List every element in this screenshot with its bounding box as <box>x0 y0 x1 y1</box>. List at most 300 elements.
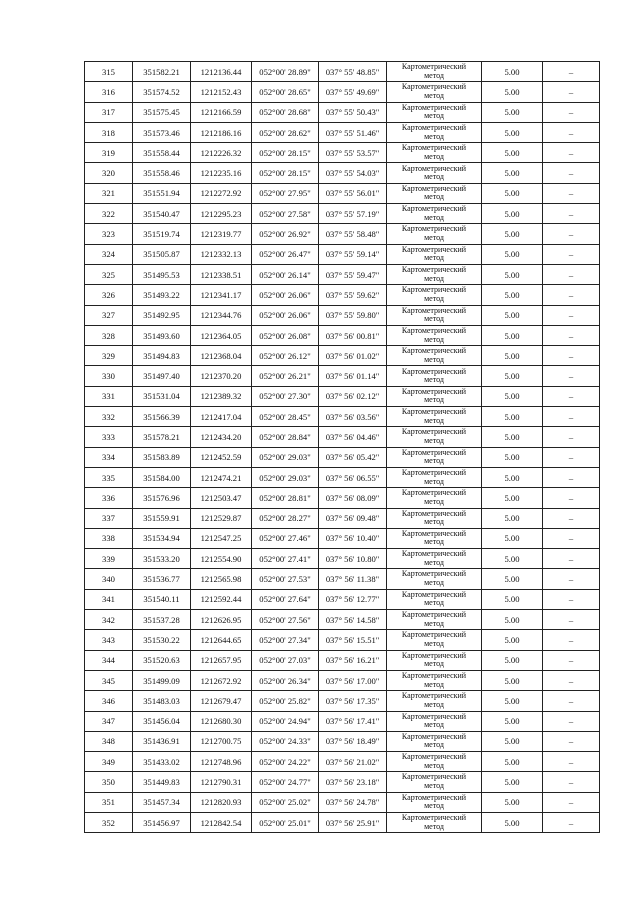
y-coordinate-cell: 1212842.54 <box>191 812 252 832</box>
longitude-cell: 037° 56' 10.40" <box>319 528 387 548</box>
latitude-cell: 052°00' 28.81" <box>252 488 319 508</box>
method-cell <box>387 447 482 467</box>
point-number-cell: 345 <box>85 670 133 690</box>
method-cell <box>387 670 482 690</box>
note-cell: – <box>543 143 600 163</box>
method-text-line: метод <box>424 314 444 324</box>
latitude-cell: 052°00' 24.22" <box>252 752 319 772</box>
y-coordinate-cell: 1212592.44 <box>191 589 252 609</box>
longitude-cell: 037° 56' 10.80" <box>319 549 387 569</box>
table-row <box>85 143 600 163</box>
longitude-cell: 037° 55' 59.62" <box>319 285 387 305</box>
note-cell: – <box>543 630 600 650</box>
x-coordinate-cell: 351540.47 <box>133 204 191 224</box>
table-row <box>85 569 600 589</box>
accuracy-cell: 5.00 <box>482 285 543 305</box>
y-coordinate-cell: 1212368.04 <box>191 346 252 366</box>
y-coordinate-cell: 1212565.98 <box>191 569 252 589</box>
point-number-cell: 340 <box>85 569 133 589</box>
y-coordinate-cell: 1212338.51 <box>191 264 252 284</box>
accuracy-cell: 5.00 <box>482 650 543 670</box>
method-cell <box>387 82 482 102</box>
y-coordinate-cell: 1212529.87 <box>191 508 252 528</box>
latitude-cell: 052°00' 24.94" <box>252 711 319 731</box>
point-number-cell: 322 <box>85 204 133 224</box>
accuracy-cell: 5.00 <box>482 305 543 325</box>
accuracy-cell: 5.00 <box>482 691 543 711</box>
latitude-cell: 052°00' 27.03" <box>252 650 319 670</box>
y-coordinate-cell: 1212319.77 <box>191 224 252 244</box>
method-text-line: метод <box>424 293 444 303</box>
accuracy-cell: 5.00 <box>482 610 543 630</box>
note-cell: – <box>543 407 600 427</box>
longitude-cell: 037° 56' 09.48" <box>319 508 387 528</box>
note-cell: – <box>543 82 600 102</box>
note-cell: – <box>543 427 600 447</box>
y-coordinate-cell: 1212820.93 <box>191 792 252 812</box>
x-coordinate-cell: 351433.02 <box>133 752 191 772</box>
note-cell: – <box>543 792 600 812</box>
latitude-cell: 052°00' 28.27" <box>252 508 319 528</box>
method-text-line: метод <box>424 212 444 222</box>
longitude-cell: 037° 56' 21.02" <box>319 752 387 772</box>
note-cell: – <box>543 285 600 305</box>
longitude-cell: 037° 55' 49.69" <box>319 82 387 102</box>
latitude-cell: 052°00' 26.92" <box>252 224 319 244</box>
table-row <box>85 224 600 244</box>
table-row <box>85 711 600 731</box>
note-cell: – <box>543 183 600 203</box>
longitude-cell: 037° 55' 51.46" <box>319 122 387 142</box>
latitude-cell: 052°00' 27.64" <box>252 589 319 609</box>
y-coordinate-cell: 1212474.21 <box>191 467 252 487</box>
accuracy-cell: 5.00 <box>482 82 543 102</box>
accuracy-cell: 5.00 <box>482 528 543 548</box>
method-cell <box>387 285 482 305</box>
method-text-line: Картометрический <box>401 549 467 559</box>
point-number-cell: 331 <box>85 386 133 406</box>
x-coordinate-cell: 351493.22 <box>133 285 191 305</box>
accuracy-cell: 5.00 <box>482 670 543 690</box>
point-number-cell: 341 <box>85 589 133 609</box>
note-cell: – <box>543 204 600 224</box>
accuracy-cell: 5.00 <box>482 508 543 528</box>
accuracy-cell: 5.00 <box>482 467 543 487</box>
longitude-cell: 037° 56' 03.56" <box>319 407 387 427</box>
method-text-line: метод <box>424 801 444 811</box>
method-cell <box>387 488 482 508</box>
method-text-line: метод <box>424 821 444 831</box>
point-number-cell: 336 <box>85 488 133 508</box>
note-cell: – <box>543 711 600 731</box>
note-cell: – <box>543 224 600 244</box>
accuracy-cell: 5.00 <box>482 407 543 427</box>
accuracy-cell: 5.00 <box>482 386 543 406</box>
table-row <box>85 427 600 447</box>
point-number-cell: 318 <box>85 122 133 142</box>
y-coordinate-cell: 1212554.90 <box>191 549 252 569</box>
y-coordinate-cell: 1212547.25 <box>191 528 252 548</box>
method-text-line: метод <box>424 537 444 547</box>
table-row <box>85 630 600 650</box>
point-number-cell: 338 <box>85 528 133 548</box>
table-row <box>85 752 600 772</box>
y-coordinate-cell: 1212332.13 <box>191 244 252 264</box>
y-coordinate-cell: 1212790.31 <box>191 772 252 792</box>
note-cell: – <box>543 589 600 609</box>
accuracy-cell: 5.00 <box>482 163 543 183</box>
method-cell <box>387 691 482 711</box>
point-number-cell: 327 <box>85 305 133 325</box>
note-cell: – <box>543 325 600 345</box>
table-row <box>85 772 600 792</box>
latitude-cell: 052°00' 25.02" <box>252 792 319 812</box>
note-cell: – <box>543 528 600 548</box>
method-text-line: Картометрический <box>401 122 467 132</box>
table-row <box>85 102 600 122</box>
longitude-cell: 037° 55' 59.47" <box>319 264 387 284</box>
point-number-cell: 337 <box>85 508 133 528</box>
method-text-line: метод <box>424 172 444 182</box>
x-coordinate-cell: 351575.45 <box>133 102 191 122</box>
accuracy-cell: 5.00 <box>482 183 543 203</box>
table-row <box>85 264 600 284</box>
method-cell <box>387 366 482 386</box>
x-coordinate-cell: 351558.46 <box>133 163 191 183</box>
latitude-cell: 052°00' 28.84" <box>252 427 319 447</box>
method-text-line: метод <box>424 456 444 466</box>
x-coordinate-cell: 351566.39 <box>133 407 191 427</box>
y-coordinate-cell: 1212166.59 <box>191 102 252 122</box>
table-row <box>85 407 600 427</box>
latitude-cell: 052°00' 24.33" <box>252 731 319 751</box>
note-cell: – <box>543 447 600 467</box>
point-number-cell: 330 <box>85 366 133 386</box>
method-text-line: Картометрический <box>401 143 467 153</box>
method-text-line: Картометрический <box>401 772 467 782</box>
method-text-line: метод <box>424 395 444 405</box>
method-text-line: Картометрический <box>401 691 467 701</box>
method-text-line: Картометрический <box>401 792 467 802</box>
x-coordinate-cell: 351505.87 <box>133 244 191 264</box>
y-coordinate-cell: 1212152.43 <box>191 82 252 102</box>
y-coordinate-cell: 1212748.96 <box>191 752 252 772</box>
latitude-cell: 052°00' 27.46" <box>252 528 319 548</box>
table-row <box>85 650 600 670</box>
method-text-line: Картометрический <box>401 589 467 599</box>
method-text-line: метод <box>424 354 444 364</box>
method-cell <box>387 122 482 142</box>
point-number-cell: 315 <box>85 62 133 82</box>
y-coordinate-cell: 1212186.16 <box>191 122 252 142</box>
point-number-cell: 351 <box>85 792 133 812</box>
y-coordinate-cell: 1212295.23 <box>191 204 252 224</box>
method-cell <box>387 62 482 82</box>
latitude-cell: 052°00' 26.06" <box>252 285 319 305</box>
method-text-line: Картометрический <box>401 650 467 660</box>
method-cell <box>387 224 482 244</box>
y-coordinate-cell: 1212370.20 <box>191 366 252 386</box>
note-cell: – <box>543 467 600 487</box>
x-coordinate-cell: 351574.52 <box>133 82 191 102</box>
longitude-cell: 037° 56' 00.81" <box>319 325 387 345</box>
x-coordinate-cell: 351497.40 <box>133 366 191 386</box>
longitude-cell: 037° 55' 57.19" <box>319 204 387 224</box>
method-cell <box>387 346 482 366</box>
x-coordinate-cell: 351457.34 <box>133 792 191 812</box>
point-number-cell: 321 <box>85 183 133 203</box>
point-number-cell: 352 <box>85 812 133 832</box>
longitude-cell: 037° 55' 58.48" <box>319 224 387 244</box>
table-row <box>85 325 600 345</box>
longitude-cell: 037° 56' 12.77" <box>319 589 387 609</box>
method-text-line: метод <box>424 253 444 263</box>
x-coordinate-cell: 351495.53 <box>133 264 191 284</box>
note-cell: – <box>543 569 600 589</box>
method-cell <box>387 752 482 772</box>
y-coordinate-cell: 1212434.20 <box>191 427 252 447</box>
accuracy-cell: 5.00 <box>482 325 543 345</box>
longitude-cell: 037° 55' 48.85" <box>319 62 387 82</box>
method-text-line: метод <box>424 496 444 506</box>
point-number-cell: 324 <box>85 244 133 264</box>
y-coordinate-cell: 1212657.95 <box>191 650 252 670</box>
method-text-line: метод <box>424 192 444 202</box>
note-cell: – <box>543 549 600 569</box>
method-text-line: метод <box>424 476 444 486</box>
x-coordinate-cell: 351540.11 <box>133 589 191 609</box>
note-cell: – <box>543 650 600 670</box>
latitude-cell: 052°00' 26.34" <box>252 670 319 690</box>
y-coordinate-cell: 1212644.65 <box>191 630 252 650</box>
table-row <box>85 82 600 102</box>
point-number-cell: 316 <box>85 82 133 102</box>
method-cell <box>387 325 482 345</box>
latitude-cell: 052°00' 26.08" <box>252 325 319 345</box>
method-text-line: Картометрический <box>401 488 467 498</box>
accuracy-cell: 5.00 <box>482 366 543 386</box>
accuracy-cell: 5.00 <box>482 244 543 264</box>
method-text-line: Картометрический <box>401 163 467 173</box>
method-cell <box>387 792 482 812</box>
method-text-line: метод <box>424 638 444 648</box>
method-text-line: Картометрический <box>401 528 467 538</box>
x-coordinate-cell: 351456.97 <box>133 812 191 832</box>
method-cell <box>387 143 482 163</box>
x-coordinate-cell: 351534.94 <box>133 528 191 548</box>
y-coordinate-cell: 1212503.47 <box>191 488 252 508</box>
y-coordinate-cell: 1212364.05 <box>191 325 252 345</box>
x-coordinate-cell: 351582.21 <box>133 62 191 82</box>
latitude-cell: 052°00' 28.45" <box>252 407 319 427</box>
method-cell <box>387 650 482 670</box>
latitude-cell: 052°00' 26.14" <box>252 264 319 284</box>
longitude-cell: 037° 56' 17.41" <box>319 711 387 731</box>
longitude-cell: 037° 56' 17.35" <box>319 691 387 711</box>
table-row <box>85 163 600 183</box>
accuracy-cell: 5.00 <box>482 772 543 792</box>
method-text-line: Картометрический <box>401 346 467 356</box>
method-cell <box>387 305 482 325</box>
latitude-cell: 052°00' 26.21" <box>252 366 319 386</box>
point-number-cell: 328 <box>85 325 133 345</box>
latitude-cell: 052°00' 25.01" <box>252 812 319 832</box>
longitude-cell: 037° 56' 23.18" <box>319 772 387 792</box>
longitude-cell: 037° 56' 14.58" <box>319 610 387 630</box>
x-coordinate-cell: 351583.89 <box>133 447 191 467</box>
note-cell: – <box>543 102 600 122</box>
accuracy-cell: 5.00 <box>482 427 543 447</box>
method-text-line: Картометрический <box>401 265 467 275</box>
point-number-cell: 320 <box>85 163 133 183</box>
y-coordinate-cell: 1212626.95 <box>191 610 252 630</box>
method-text-line: метод <box>424 334 444 344</box>
accuracy-cell: 5.00 <box>482 102 543 122</box>
x-coordinate-cell: 351530.22 <box>133 630 191 650</box>
x-coordinate-cell: 351558.44 <box>133 143 191 163</box>
latitude-cell: 052°00' 27.41" <box>252 549 319 569</box>
accuracy-cell: 5.00 <box>482 812 543 832</box>
y-coordinate-cell: 1212344.76 <box>191 305 252 325</box>
point-number-cell: 349 <box>85 752 133 772</box>
latitude-cell: 052°00' 27.58" <box>252 204 319 224</box>
y-coordinate-cell: 1212389.32 <box>191 386 252 406</box>
method-text-line: Картометрический <box>401 670 467 680</box>
point-number-cell: 343 <box>85 630 133 650</box>
latitude-cell: 052°00' 28.15" <box>252 163 319 183</box>
accuracy-cell: 5.00 <box>482 752 543 772</box>
method-text-line: Картометрический <box>401 569 467 579</box>
method-text-line: Картометрический <box>401 102 467 112</box>
longitude-cell: 037° 56' 17.00" <box>319 670 387 690</box>
method-cell <box>387 183 482 203</box>
point-number-cell: 329 <box>85 346 133 366</box>
accuracy-cell: 5.00 <box>482 264 543 284</box>
note-cell: – <box>543 772 600 792</box>
method-text-line: Картометрический <box>401 204 467 214</box>
method-cell <box>387 589 482 609</box>
longitude-cell: 037° 56' 01.14" <box>319 366 387 386</box>
latitude-cell: 052°00' 29.03" <box>252 447 319 467</box>
y-coordinate-cell: 1212680.30 <box>191 711 252 731</box>
table-row <box>85 244 600 264</box>
note-cell: – <box>543 346 600 366</box>
longitude-cell: 037° 56' 01.02" <box>319 346 387 366</box>
method-cell <box>387 467 482 487</box>
accuracy-cell: 5.00 <box>482 569 543 589</box>
accuracy-cell: 5.00 <box>482 549 543 569</box>
point-number-cell: 334 <box>85 447 133 467</box>
longitude-cell: 037° 56' 11.38" <box>319 569 387 589</box>
y-coordinate-cell: 1212700.75 <box>191 731 252 751</box>
accuracy-cell: 5.00 <box>482 488 543 508</box>
note-cell: – <box>543 508 600 528</box>
latitude-cell: 052°00' 26.06" <box>252 305 319 325</box>
method-text-line: Картометрический <box>401 285 467 295</box>
table-row <box>85 549 600 569</box>
accuracy-cell: 5.00 <box>482 143 543 163</box>
y-coordinate-cell: 1212272.92 <box>191 183 252 203</box>
longitude-cell: 037° 56' 05.42" <box>319 447 387 467</box>
longitude-cell: 037° 56' 08.09" <box>319 488 387 508</box>
method-text-line: метод <box>424 415 444 425</box>
note-cell: – <box>543 163 600 183</box>
latitude-cell: 052°00' 25.82" <box>252 691 319 711</box>
method-text-line: метод <box>424 618 444 628</box>
latitude-cell: 052°00' 26.12" <box>252 346 319 366</box>
table-row <box>85 731 600 751</box>
note-cell: – <box>543 122 600 142</box>
table-row <box>85 204 600 224</box>
table-row <box>85 305 600 325</box>
latitude-cell: 052°00' 24.77" <box>252 772 319 792</box>
x-coordinate-cell: 351492.95 <box>133 305 191 325</box>
longitude-cell: 037° 55' 50.43" <box>319 102 387 122</box>
longitude-cell: 037° 56' 04.46" <box>319 427 387 447</box>
method-text-line: Картометрический <box>401 813 467 823</box>
x-coordinate-cell: 351520.63 <box>133 650 191 670</box>
method-cell <box>387 711 482 731</box>
method-text-line: метод <box>424 679 444 689</box>
method-text-line: Картометрический <box>401 183 467 193</box>
point-number-cell: 325 <box>85 264 133 284</box>
x-coordinate-cell: 351576.96 <box>133 488 191 508</box>
method-text-line: Картометрический <box>401 224 467 234</box>
x-coordinate-cell: 351493.60 <box>133 325 191 345</box>
table-row <box>85 62 600 82</box>
method-text-line: метод <box>424 375 444 385</box>
point-number-cell: 339 <box>85 549 133 569</box>
y-coordinate-cell: 1212452.59 <box>191 447 252 467</box>
x-coordinate-cell: 351499.09 <box>133 670 191 690</box>
note-cell: – <box>543 62 600 82</box>
coordinates-table <box>84 61 600 833</box>
accuracy-cell: 5.00 <box>482 731 543 751</box>
point-number-cell: 348 <box>85 731 133 751</box>
method-text-line: метод <box>424 578 444 588</box>
x-coordinate-cell: 351584.00 <box>133 467 191 487</box>
method-text-line: метод <box>424 781 444 791</box>
table-row <box>85 792 600 812</box>
method-text-line: метод <box>424 699 444 709</box>
note-cell: – <box>543 691 600 711</box>
x-coordinate-cell: 351551.94 <box>133 183 191 203</box>
method-cell <box>387 264 482 284</box>
method-cell <box>387 407 482 427</box>
latitude-cell: 052°00' 28.65" <box>252 82 319 102</box>
point-number-cell: 347 <box>85 711 133 731</box>
longitude-cell: 037° 56' 25.91" <box>319 812 387 832</box>
method-text-line: метод <box>424 517 444 527</box>
method-text-line: Картометрический <box>401 427 467 437</box>
method-cell <box>387 386 482 406</box>
longitude-cell: 037° 56' 18.49" <box>319 731 387 751</box>
note-cell: – <box>543 610 600 630</box>
table-row <box>85 610 600 630</box>
latitude-cell: 052°00' 26.47" <box>252 244 319 264</box>
table-row <box>85 508 600 528</box>
note-cell: – <box>543 366 600 386</box>
x-coordinate-cell: 351483.03 <box>133 691 191 711</box>
method-cell <box>387 204 482 224</box>
method-cell <box>387 102 482 122</box>
x-coordinate-cell: 351456.04 <box>133 711 191 731</box>
x-coordinate-cell: 351531.04 <box>133 386 191 406</box>
table-row <box>85 183 600 203</box>
longitude-cell: 037° 55' 59.14" <box>319 244 387 264</box>
method-text-line: метод <box>424 151 444 161</box>
x-coordinate-cell: 351449.83 <box>133 772 191 792</box>
